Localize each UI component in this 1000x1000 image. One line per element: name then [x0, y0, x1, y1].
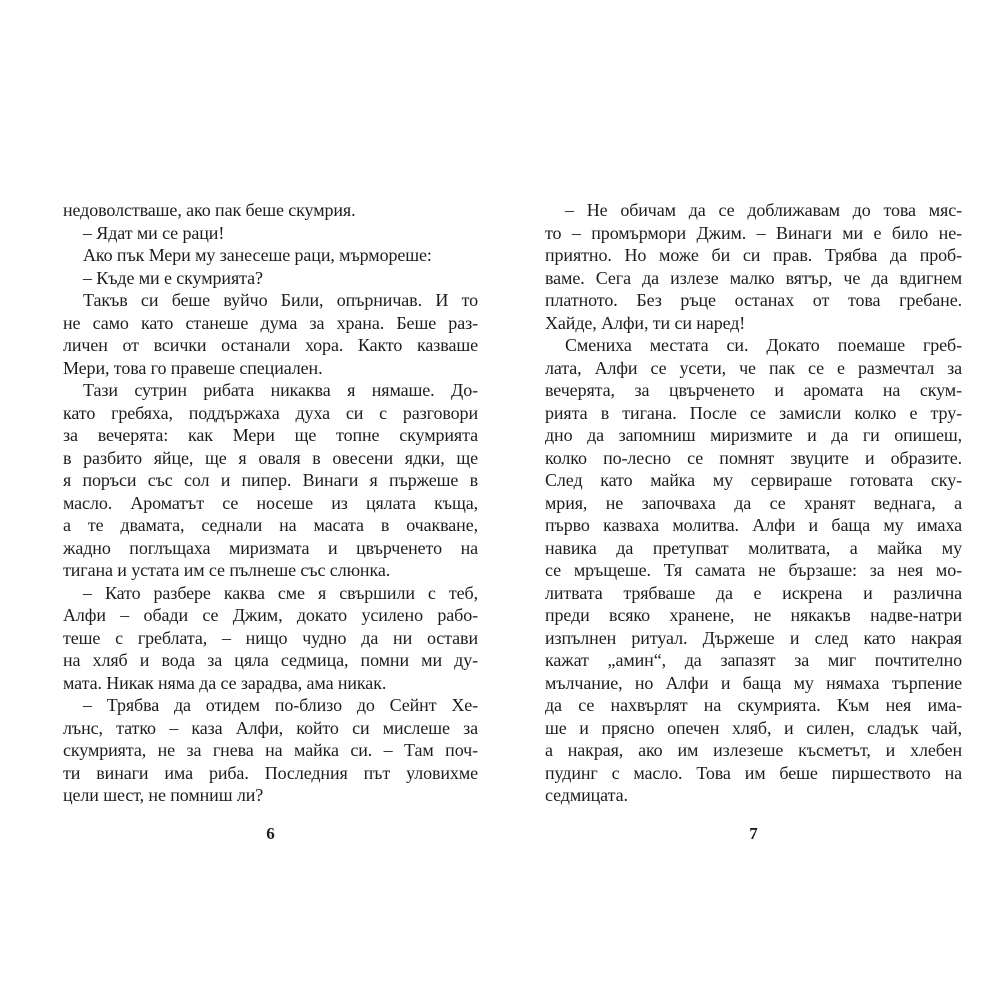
text-line: то – промърмори Джим. – Винаги ми е било не- [545, 222, 962, 243]
text-line: Хайде, Алфи, ти си наред! [545, 312, 746, 333]
text-line: преди всяко хранене, не някакъв надве-натри [545, 605, 962, 625]
text-line: Ако пък Мери му занесеше раци, мърмореше: [83, 245, 432, 265]
text-line: теше с греблата, – нищо чудно да ни остави [63, 627, 478, 648]
text-line: ше и прясно опечен хляб, и силен, сладък чай, [545, 717, 962, 738]
text-line: в разбито яйце, ще я оваля в овесени ядки, ще [63, 447, 478, 468]
text-line: масло. Ароматът се носеше из цялата къща, [63, 492, 478, 513]
page-left [63, 0, 478, 1000]
text-line: лънс, татко – каза Алфи, който си мислеше за [63, 717, 478, 738]
text-line: седмицата. [545, 785, 628, 805]
text-line: Такъв си беше вуйчо Били, опърничав. И то [83, 290, 478, 310]
page-number-left: 6 [266, 824, 275, 843]
text-line: а те двамата, седнали на масата в очакване, [63, 515, 478, 535]
text-line: мата. Никак няма да се зарадва, ама никак. [63, 672, 387, 693]
text-line: приятно. Но може би си прав. Трябва да проб- [545, 245, 962, 265]
text-line: не само като станеше дума за храна. Беше раз- [63, 312, 478, 333]
text-line: – Като разбере каква сме я свършили с теб, [83, 582, 478, 603]
page-right [545, 0, 962, 1000]
text-line: Тази сутрин рибата никаква я нямаше. До- [83, 380, 478, 400]
text-line: на хляб и вода за цяла седмица, помни ми ду- [63, 650, 478, 670]
text-line: платното. Без ръце останах от това гребане. [545, 290, 962, 310]
text-line: лата, Алфи се усети, че пак се е размечтал за [545, 357, 962, 378]
text-line: – Къде ми е скумрията? [83, 267, 263, 288]
page-right-text [545, 199, 962, 807]
text-line: рията в тигана. После се замисли колко е тру- [545, 402, 962, 423]
text-line: за вечерята: как Мери ще топне скумрията [63, 425, 478, 445]
text-line: ваме. Сега да излезе малко вятър, че да вдигнем [545, 267, 962, 288]
text-line: недоволстваше, ако пак беше скумрия. [63, 200, 356, 220]
text-line: кажат „амин“, да запазят за миг почтително [545, 650, 962, 670]
text-line: цели шест, не помниш ли? [63, 785, 264, 805]
text-line: колко по-лесно се помнят звуците и образите. [545, 447, 962, 468]
text-line: а накрая, ако им излезеше късметът, и хлебен [545, 740, 962, 760]
text-line: – Трябва да отидем по-близо до Сейнт Хе- [83, 695, 478, 715]
text-line: я поръси със сол и пипер. Винаги я пържеше в [63, 470, 478, 490]
text-line: мрия, не започваха да се хранят веднага, а [545, 492, 962, 513]
text-line: да се нахвърлят на скумрията. Към нея има- [545, 695, 962, 715]
text-line: като гребяха, поддържаха духа си с разговори [63, 402, 478, 423]
page-number-right: 7 [749, 824, 758, 843]
text-line: се мръщеше. Тя самата не бързаше: за нея мо- [545, 560, 962, 580]
text-line: личен от всички останали хора. Както казваше [63, 335, 478, 355]
text-line: мълчание, но Алфи и баща му нямаха търпение [545, 672, 962, 693]
text-line: първо казваха молитва. Алфи и баща му имаха [545, 515, 962, 535]
text-line: жадно поглъщаха миризмата и цвърченето на [63, 537, 478, 558]
text-line: Мери, това го правеше специален. [63, 357, 323, 378]
text-line: Алфи – обади се Джим, докато усилено рабо- [63, 605, 478, 625]
page-left-text [63, 199, 478, 807]
text-line: литвата трябваше да е искрена и различна [545, 582, 962, 603]
text-line: Смениха местата си. Докато поемаше греб- [565, 335, 962, 355]
text-line: навика да претупват молитвата, а майка му [545, 537, 962, 558]
text-line: вечерята, за цвърченето и аромата на скум- [545, 380, 962, 400]
text-line: пудинг с масло. Това им беше пиршеството на [545, 762, 962, 783]
text-line: тигана и устата им се пълнеше със слюнка. [63, 560, 391, 580]
text-line: – Не обичам да се доближавам до това мяс- [565, 200, 962, 220]
text-line: изпълнен ритуал. Държеше и след като накрая [545, 627, 962, 648]
text-line: – Ядат ми се раци! [83, 222, 225, 243]
text-line: скумрията, не за гнева на майка си. – Там поч- [63, 740, 478, 760]
text-line: ти винаги има риба. Последния път уловихме [63, 762, 478, 783]
text-line: След като майка му сервираше готовата ску- [545, 470, 962, 490]
text-line: дно да запомниш миризмите и да ги опишеш, [545, 425, 962, 445]
